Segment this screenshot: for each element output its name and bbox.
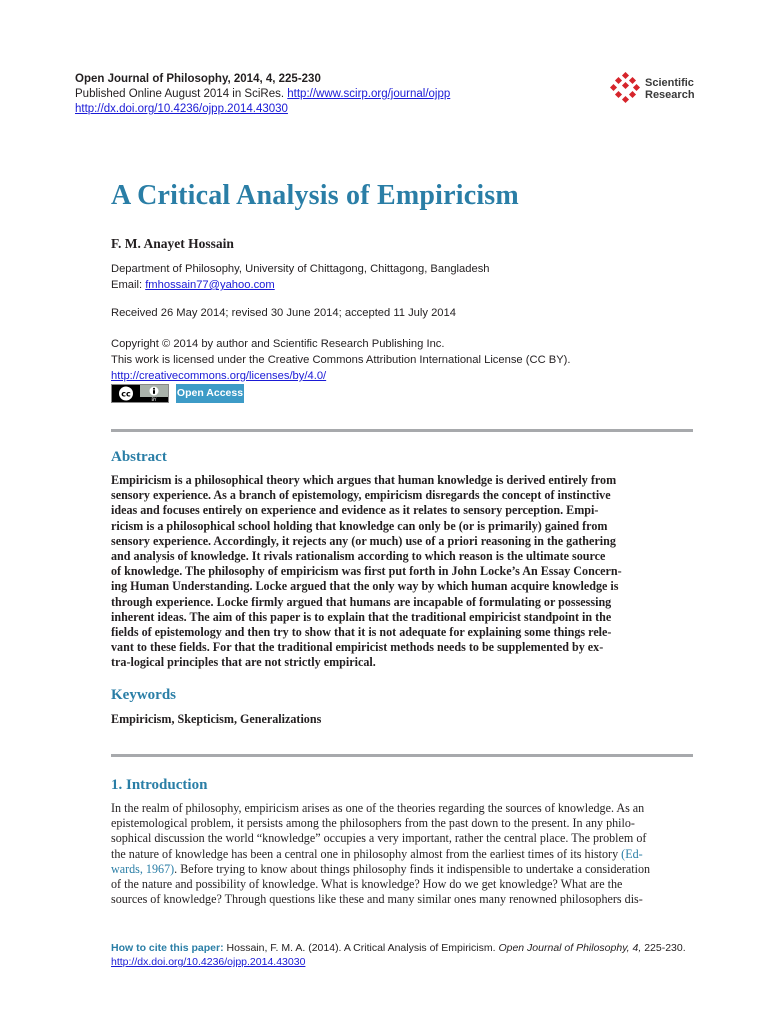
svg-text:BY: BY: [151, 397, 157, 402]
author-name: F. M. Anayet Hossain: [111, 236, 234, 251]
abstract-line: inherent ideas. The aim of this paper is to explain that the traditional empiricist standpoint in the: [111, 609, 612, 624]
publisher-name: [645, 77, 695, 101]
intro-line: In the realm of philosophy, empiricism arises as one of the theories regarding the sources of knowledge. As an: [111, 801, 645, 815]
journal-url-link[interactable]: http://www.scirp.org/journal/ojpp: [287, 88, 451, 100]
open-access-badge[interactable]: Open Access: [176, 384, 244, 403]
license-block: [111, 336, 571, 384]
license-url-link[interactable]: http://creativecommons.org/licenses/by/4.0/: [111, 370, 327, 382]
intro-line-text: . Before trying to know about things philosophy finds it indispensible to undertake a consideration: [174, 861, 651, 876]
affiliation-block: [111, 261, 490, 293]
intro-line: of the nature and possibility of knowledge. What is knowledge? How do we get knowledge? What are the: [111, 877, 623, 892]
svg-text:cc: cc: [121, 389, 131, 399]
publisher-name-line2: Research: [645, 89, 695, 101]
intro-line: epistemological problem, it persists among the philosophers from the past down to the present. In any philo-: [111, 816, 635, 831]
abstract-line: vant to these fields. For that the traditional empiricist methods needs to be supplemented by ex-: [111, 640, 604, 655]
section-divider: [111, 429, 693, 432]
published-prefix: Published Online August 2014 in SciRes.: [75, 88, 285, 100]
journal-header: [75, 72, 450, 117]
abstract-line: sensory experience. As a branch of epistemology, empiricism disregards the concept of instinctive: [111, 488, 611, 503]
keywords-text: Empiricism, Skepticism, Generalizations: [111, 712, 322, 726]
intro-line: sophical discussion the world “knowledge” occupies a very important, rather the central place. The problem of: [111, 831, 647, 846]
abstract-line: ideas and focuses entirely on experience and evidence as it relates to sensory perception. Empi-: [111, 503, 599, 518]
email-label: Email:: [111, 279, 143, 291]
abstract-line: Empiricism is a philosophical theory which argues that human knowledge is derived entirely from: [111, 473, 617, 487]
cc-by-icon: [112, 385, 168, 402]
intro-line: [111, 862, 694, 877]
intro-line-text: the nature of knowledge has been a central one in philosophy almost from the earliest times of its history: [111, 846, 619, 861]
doi-link[interactable]: http://dx.doi.org/10.4236/ojpp.2014.43030: [75, 103, 288, 115]
journal-citation-line: Open Journal of Philosophy, 2014, 4, 225-230: [75, 73, 321, 85]
doi-line: [75, 102, 450, 117]
abstract-heading: Abstract: [111, 449, 167, 465]
license-line: This work is licensed under the Creative Commons Attribution International License (CC BY).: [111, 354, 571, 366]
footer-doi-link[interactable]: http://dx.doi.org/10.4236/ojpp.2014.43030: [111, 956, 306, 968]
email-link[interactable]: fmhossain77@yahoo.com: [145, 279, 275, 291]
abstract-line: ricism is a philosophical school holding that knowledge can only be (or is primarily) gained from: [111, 518, 608, 533]
intro-line: [111, 847, 694, 862]
abstract-line: tra-logical principles that are not strictly empirical.: [111, 655, 376, 670]
keywords-heading: Keywords: [111, 687, 176, 703]
cc-by-badge[interactable]: [111, 384, 169, 403]
published-online-line: [75, 87, 450, 102]
introduction-heading: 1. Introduction: [111, 777, 208, 793]
cite-journal: Open Journal of Philosophy, 4,: [498, 942, 642, 954]
introduction-text: [111, 801, 694, 907]
abstract-line: through experience. Locke firmly argued that humans are incapable of formulating or possessing: [111, 594, 612, 609]
citation-line: [111, 941, 686, 955]
intro-line: sources of knowledge? Through questions like these and many similar ones many renowned philosophers dis-: [111, 892, 643, 907]
abstract-line: and analysis of knowledge. It rivals rationalism according to which reason is the ultimate source: [111, 549, 606, 564]
cite-text: Hossain, F. M. A. (2014). A Critical Analysis of Empiricism.: [226, 942, 496, 954]
section-divider: [111, 754, 693, 757]
affiliation: Department of Philosophy, University of Chittagong, Chittagong, Bangladesh: [111, 263, 490, 275]
paper-title: A Critical Analysis of Empiricism: [111, 180, 519, 211]
cite-label: How to cite this paper:: [111, 942, 224, 954]
email-line: [111, 277, 490, 293]
publisher-name-line1: Scientific: [645, 77, 694, 89]
publisher-logo: [610, 72, 720, 106]
citation-link[interactable]: (Ed-: [621, 846, 643, 861]
scientific-research-logo-icon: [610, 72, 642, 104]
cite-pages: 225-230.: [644, 942, 686, 954]
abstract-text: [111, 473, 694, 671]
citation-footer: [111, 941, 686, 969]
received-dates: Received 26 May 2014; revised 30 June 2014; accepted 11 July 2014: [111, 307, 456, 319]
abstract-line: of knowledge. The philosophy of empiricism was first put forth in John Locke’s An Essay Concern-: [111, 564, 622, 579]
citation-link[interactable]: wards, 1967): [111, 861, 175, 876]
copyright-line: Copyright © 2014 by author and Scientific Research Publishing Inc.: [111, 338, 445, 350]
abstract-line: ing Human Understanding. Locke argued that the only way by which human acquire knowledge is: [111, 579, 619, 594]
abstract-line: fields of epistemology and then try to show that it is not adequate for explaining some things rele-: [111, 625, 612, 640]
abstract-line: sensory experience. Accordingly, it rejects any (or much) use of a priori reasoning in the gathering: [111, 533, 616, 548]
